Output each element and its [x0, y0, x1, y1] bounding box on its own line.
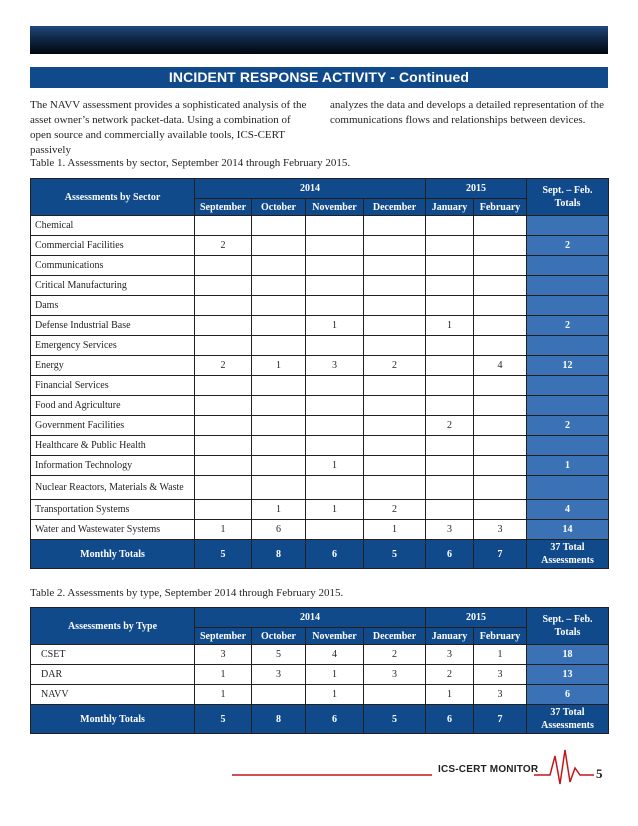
cell-value: 2	[195, 356, 252, 376]
table1-caption: Table 1. Assessments by sector, September 2014 through February 2015.	[30, 157, 351, 169]
cell-value: 2	[195, 236, 252, 256]
row-total: 6	[527, 685, 609, 705]
monthly-total-value: 7	[474, 540, 527, 569]
cell-value	[426, 236, 474, 256]
cell-value	[426, 396, 474, 416]
cell-value: 1	[195, 685, 252, 705]
row-label: Chemical	[31, 216, 195, 236]
cell-value	[474, 416, 527, 436]
cell-value	[474, 316, 527, 336]
cell-value: 3	[364, 665, 426, 685]
cell-value	[252, 436, 306, 456]
cell-value	[195, 416, 252, 436]
row-label: Critical Manufacturing	[31, 276, 195, 296]
cell-value	[252, 316, 306, 336]
cell-value	[426, 276, 474, 296]
table1-month-header: January	[426, 199, 474, 216]
table-row	[31, 296, 609, 316]
row-total: 18	[527, 645, 609, 665]
cell-value: 3	[474, 520, 527, 540]
cell-value: 3	[474, 665, 527, 685]
row-total: 1	[527, 456, 609, 476]
cell-value	[364, 476, 426, 500]
row-total: 2	[527, 316, 609, 336]
monthly-total-value: 5	[195, 705, 252, 734]
cell-value: 1	[426, 316, 474, 336]
row-label: Energy	[31, 356, 195, 376]
cell-value	[474, 276, 527, 296]
row-total	[527, 436, 609, 456]
cell-value	[195, 216, 252, 236]
monthly-total-value: 6	[426, 705, 474, 734]
cell-value: 3	[426, 645, 474, 665]
table2-month-header: January	[426, 628, 474, 645]
cell-value	[426, 336, 474, 356]
cell-value: 2	[364, 645, 426, 665]
row-label: Commercial Facilities	[31, 236, 195, 256]
cell-value	[252, 456, 306, 476]
heartbeat-line-icon	[232, 748, 610, 788]
row-total: 4	[527, 500, 609, 520]
cell-value	[195, 376, 252, 396]
cell-value	[195, 316, 252, 336]
cell-value	[195, 456, 252, 476]
table2-month-header: October	[252, 628, 306, 645]
cell-value	[474, 476, 527, 500]
table1-totals-header: Sept. – Feb. Totals	[527, 179, 609, 216]
monthly-total-value: 7	[474, 705, 527, 734]
cell-value	[195, 276, 252, 296]
row-total: 13	[527, 665, 609, 685]
cell-value	[252, 296, 306, 316]
cell-value: 1	[474, 645, 527, 665]
cell-value: 1	[306, 500, 364, 520]
cell-value	[364, 376, 426, 396]
table-row	[31, 316, 609, 336]
cell-value: 2	[364, 500, 426, 520]
table1-year-2014: 2014	[195, 179, 426, 199]
monthly-total-value: 6	[306, 705, 364, 734]
cell-value	[426, 476, 474, 500]
table-row	[31, 456, 609, 476]
row-label: Dams	[31, 296, 195, 316]
table-row	[31, 236, 609, 256]
grand-total: 37 Total Assessments	[527, 540, 609, 569]
table1-month-header: September	[195, 199, 252, 216]
cell-value	[364, 256, 426, 276]
row-label: Government Facilities	[31, 416, 195, 436]
cell-value	[252, 216, 306, 236]
monthly-total-value: 5	[195, 540, 252, 569]
table-row	[31, 500, 609, 520]
row-total	[527, 276, 609, 296]
row-total	[527, 216, 609, 236]
cell-value: 1	[306, 316, 364, 336]
cell-value	[474, 296, 527, 316]
cell-value	[252, 396, 306, 416]
cell-value	[364, 296, 426, 316]
table-row	[31, 476, 609, 500]
table2-year-2015: 2015	[426, 608, 527, 628]
row-label: NAVV	[31, 685, 195, 705]
table2-month-header: December	[364, 628, 426, 645]
row-label: Defense Industrial Base	[31, 316, 195, 336]
monthly-totals-label: Monthly Totals	[31, 540, 195, 569]
table2-year-2014: 2014	[195, 608, 426, 628]
cell-value	[364, 416, 426, 436]
monthly-totals-row	[31, 705, 609, 734]
top-banner	[30, 26, 608, 54]
table2-caption: Table 2. Assessments by type, September 2014 through February 2015.	[30, 587, 344, 599]
footer-label: ICS-CERT MONITOR	[438, 764, 539, 775]
page-number: 5	[596, 766, 603, 781]
cell-value	[364, 685, 426, 705]
cell-value: 5	[252, 645, 306, 665]
cell-value	[306, 376, 364, 396]
cell-value	[474, 256, 527, 276]
cell-value: 4	[306, 645, 364, 665]
cell-value	[252, 685, 306, 705]
cell-value	[195, 256, 252, 276]
row-total: 12	[527, 356, 609, 376]
row-total	[527, 256, 609, 276]
cell-value	[195, 500, 252, 520]
cell-value	[426, 456, 474, 476]
cell-value: 3	[306, 356, 364, 376]
intro-text	[30, 98, 608, 158]
cell-value	[306, 236, 364, 256]
table-row	[31, 276, 609, 296]
cell-value	[364, 336, 426, 356]
cell-value	[474, 336, 527, 356]
row-label: Financial Services	[31, 376, 195, 396]
cell-value: 1	[195, 520, 252, 540]
cell-value	[306, 416, 364, 436]
cell-value	[306, 276, 364, 296]
row-label: Food and Agriculture	[31, 396, 195, 416]
cell-value: 1	[426, 685, 474, 705]
row-label: Transportation Systems	[31, 500, 195, 520]
cell-value	[474, 236, 527, 256]
cell-value	[306, 216, 364, 236]
table-row	[31, 645, 609, 665]
row-total	[527, 336, 609, 356]
row-label: DAR	[31, 665, 195, 685]
cell-value	[474, 500, 527, 520]
cell-value	[252, 416, 306, 436]
grand-total: 37 Total Assessments	[527, 705, 609, 734]
cell-value: 3	[474, 685, 527, 705]
monthly-total-value: 5	[364, 705, 426, 734]
row-total	[527, 376, 609, 396]
row-total: 2	[527, 236, 609, 256]
cell-value	[195, 336, 252, 356]
cell-value: 1	[364, 520, 426, 540]
cell-value	[306, 336, 364, 356]
row-total	[527, 396, 609, 416]
cell-value	[364, 236, 426, 256]
table-row	[31, 436, 609, 456]
cell-value	[364, 276, 426, 296]
cell-value	[195, 436, 252, 456]
row-label: Nuclear Reactors, Materials & Waste	[31, 476, 195, 500]
table1-month-header: December	[364, 199, 426, 216]
cell-value	[306, 520, 364, 540]
cell-value: 3	[252, 665, 306, 685]
cell-value	[306, 436, 364, 456]
cell-value	[364, 396, 426, 416]
table1-month-header: October	[252, 199, 306, 216]
cell-value: 1	[306, 456, 364, 476]
cell-value: 4	[474, 356, 527, 376]
monthly-totals-row	[31, 540, 609, 569]
cell-value: 1	[306, 685, 364, 705]
cell-value: 2	[426, 665, 474, 685]
monthly-total-value: 8	[252, 540, 306, 569]
monthly-total-value: 6	[426, 540, 474, 569]
intro-column-2: analyzes the data and develops a detailed representation of the communications flows and relationships between devices.	[330, 99, 604, 126]
cell-value: 1	[252, 500, 306, 520]
table-row	[31, 520, 609, 540]
cell-value	[426, 436, 474, 456]
table-row	[31, 416, 609, 436]
cell-value	[474, 216, 527, 236]
table-row	[31, 685, 609, 705]
cell-value: 3	[195, 645, 252, 665]
monthly-total-value: 6	[306, 540, 364, 569]
cell-value: 1	[306, 665, 364, 685]
cell-value	[306, 256, 364, 276]
footer-monitor-logo	[232, 748, 610, 788]
cell-value	[252, 336, 306, 356]
cell-value	[364, 316, 426, 336]
cell-value	[252, 376, 306, 396]
table2-month-header: November	[306, 628, 364, 645]
cell-value	[426, 256, 474, 276]
cell-value	[474, 436, 527, 456]
cell-value: 2	[364, 356, 426, 376]
monthly-total-value: 5	[364, 540, 426, 569]
monthly-total-value: 8	[252, 705, 306, 734]
table-row	[31, 356, 609, 376]
row-label: CSET	[31, 645, 195, 665]
table2-corner-header: Assessments by Type	[31, 608, 195, 645]
row-total: 2	[527, 416, 609, 436]
cell-value	[252, 256, 306, 276]
cell-value	[426, 216, 474, 236]
cell-value	[426, 500, 474, 520]
type-assessments-table	[30, 607, 609, 734]
cell-value	[306, 296, 364, 316]
row-label: Communications	[31, 256, 195, 276]
cell-value	[426, 356, 474, 376]
row-label: Healthcare & Public Health	[31, 436, 195, 456]
cell-value	[306, 476, 364, 500]
cell-value	[364, 456, 426, 476]
cell-value: 3	[426, 520, 474, 540]
table1-corner-header: Assessments by Sector	[31, 179, 195, 216]
cell-value: 2	[426, 416, 474, 436]
cell-value	[195, 476, 252, 500]
cell-value	[364, 216, 426, 236]
cell-value	[364, 436, 426, 456]
cell-value	[474, 376, 527, 396]
cell-value	[252, 276, 306, 296]
row-label: Water and Wastewater Systems	[31, 520, 195, 540]
sector-assessments-table	[30, 178, 609, 569]
row-total: 14	[527, 520, 609, 540]
table-row	[31, 336, 609, 356]
table-row	[31, 216, 609, 236]
cell-value	[306, 396, 364, 416]
cell-value	[426, 296, 474, 316]
intro-column-1: The NAVV assessment provides a sophisticated analysis of the asset owner’s network packet-data. Using a combination of open source and commercially available tools, ICS-CERT passively	[30, 99, 307, 156]
cell-value	[252, 236, 306, 256]
cell-value: 6	[252, 520, 306, 540]
row-total	[527, 296, 609, 316]
table2-month-header: February	[474, 628, 527, 645]
cell-value	[474, 456, 527, 476]
table-row	[31, 256, 609, 276]
cell-value	[426, 376, 474, 396]
table-row	[31, 665, 609, 685]
table2-totals-header: Sept. – Feb. Totals	[527, 608, 609, 645]
cell-value	[195, 396, 252, 416]
cell-value	[195, 296, 252, 316]
table1-year-2015: 2015	[426, 179, 527, 199]
table-row	[31, 396, 609, 416]
cell-value: 1	[195, 665, 252, 685]
row-total	[527, 476, 609, 500]
cell-value	[252, 476, 306, 500]
table1-month-header: February	[474, 199, 527, 216]
monthly-totals-label: Monthly Totals	[31, 705, 195, 734]
table-row	[31, 376, 609, 396]
table1-month-header: November	[306, 199, 364, 216]
row-label: Emergency Services	[31, 336, 195, 356]
cell-value: 1	[252, 356, 306, 376]
row-label: Information Technology	[31, 456, 195, 476]
cell-value	[474, 396, 527, 416]
section-title: INCIDENT RESPONSE ACTIVITY - Continued	[30, 67, 608, 88]
table2-month-header: September	[195, 628, 252, 645]
